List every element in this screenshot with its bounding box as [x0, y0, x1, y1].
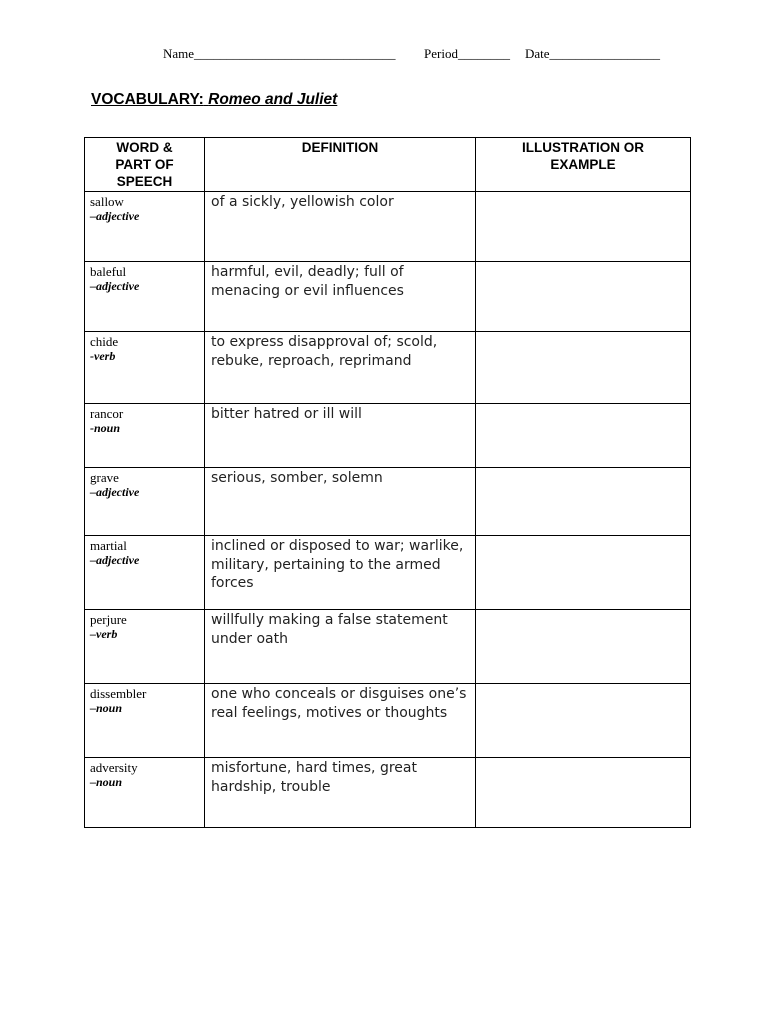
title-prefix: VOCABULARY:	[91, 91, 204, 108]
definition-text: serious, somber, solemn	[211, 470, 383, 486]
part-of-speech: -verb	[90, 349, 116, 363]
header-word-line: WORD &	[116, 140, 173, 155]
vocab-word: perjure	[90, 612, 127, 627]
illustration-cell[interactable]	[476, 404, 691, 468]
part-of-speech: –verb	[90, 627, 118, 641]
definition-cell	[205, 404, 476, 468]
header-illustration	[476, 138, 691, 192]
word-cell	[85, 536, 205, 610]
word-cell	[85, 262, 205, 332]
definition-text: inclined or disposed to war; warlike, military, pertaining to the armed forces	[211, 538, 464, 591]
date-field-label[interactable]: Date_________________	[525, 46, 661, 61]
illustration-cell[interactable]	[476, 332, 691, 404]
period-field-label[interactable]: Period________	[424, 46, 510, 61]
vocab-word: sallow	[90, 194, 124, 209]
part-of-speech: -noun	[90, 421, 121, 435]
illustration-cell[interactable]	[476, 684, 691, 758]
definition-text: bitter hatred or ill will	[211, 406, 362, 422]
header-definition	[205, 138, 476, 192]
vocab-word: baleful	[90, 264, 127, 279]
table-row	[85, 404, 691, 468]
vocab-word: dissembler	[90, 686, 147, 701]
word-cell	[85, 192, 205, 262]
header-word-line: PART OF	[115, 157, 174, 172]
word-cell	[85, 758, 205, 828]
word-cell	[85, 332, 205, 404]
table-header-row	[85, 138, 691, 192]
table-row	[85, 192, 691, 262]
part-of-speech: –noun	[90, 701, 123, 715]
table-row	[85, 262, 691, 332]
word-cell	[85, 684, 205, 758]
vocabulary-table	[84, 137, 691, 828]
word-cell	[85, 610, 205, 684]
vocab-word: grave	[90, 470, 119, 485]
header-illustration-line: ILLUSTRATION OR	[522, 140, 644, 155]
definition-text: misfortune, hard times, great hardship, trouble	[211, 760, 417, 795]
part-of-speech: –noun	[90, 775, 123, 789]
vocab-word: adversity	[90, 760, 138, 775]
definition-text: harmful, evil, deadly; full of menacing or evil influences	[211, 264, 404, 299]
part-of-speech: –adjective	[90, 485, 140, 499]
vocab-word: martial	[90, 538, 127, 553]
definition-cell	[205, 332, 476, 404]
definition-cell	[205, 684, 476, 758]
illustration-cell[interactable]	[476, 468, 691, 536]
page-title	[91, 91, 337, 109]
table-row	[85, 332, 691, 404]
table-row	[85, 468, 691, 536]
table-row	[85, 536, 691, 610]
word-cell	[85, 468, 205, 536]
table-row	[85, 610, 691, 684]
definition-text: of a sickly, yellowish color	[211, 194, 394, 210]
table-row	[85, 758, 691, 828]
definition-cell	[205, 262, 476, 332]
definition-text: to express disapproval of; scold, rebuke, reproach, reprimand	[211, 334, 438, 369]
vocab-word: rancor	[90, 406, 124, 421]
illustration-cell[interactable]	[476, 610, 691, 684]
part-of-speech: –adjective	[90, 209, 140, 223]
vocab-word: chide	[90, 334, 119, 349]
word-cell	[85, 404, 205, 468]
part-of-speech: –adjective	[90, 553, 140, 567]
part-of-speech: –adjective	[90, 279, 140, 293]
table-row	[85, 684, 691, 758]
illustration-cell[interactable]	[476, 758, 691, 828]
definition-cell	[205, 536, 476, 610]
illustration-cell[interactable]	[476, 192, 691, 262]
illustration-cell[interactable]	[476, 536, 691, 610]
definition-cell	[205, 192, 476, 262]
definition-text: willfully making a false statement under oath	[211, 612, 448, 647]
title-work: Romeo and Juliet	[208, 91, 338, 108]
header-word	[85, 138, 205, 192]
header-word-line: SPEECH	[116, 174, 173, 189]
definition-text: one who conceals or disguises one’s real feelings, motives or thoughts	[211, 686, 467, 721]
header-illustration-line: EXAMPLE	[550, 157, 616, 172]
name-field-label[interactable]: Name_______________________________	[163, 46, 396, 61]
definition-cell	[205, 610, 476, 684]
header-definition-label: DEFINITION	[301, 140, 379, 155]
definition-cell	[205, 468, 476, 536]
definition-cell	[205, 758, 476, 828]
illustration-cell[interactable]	[476, 262, 691, 332]
